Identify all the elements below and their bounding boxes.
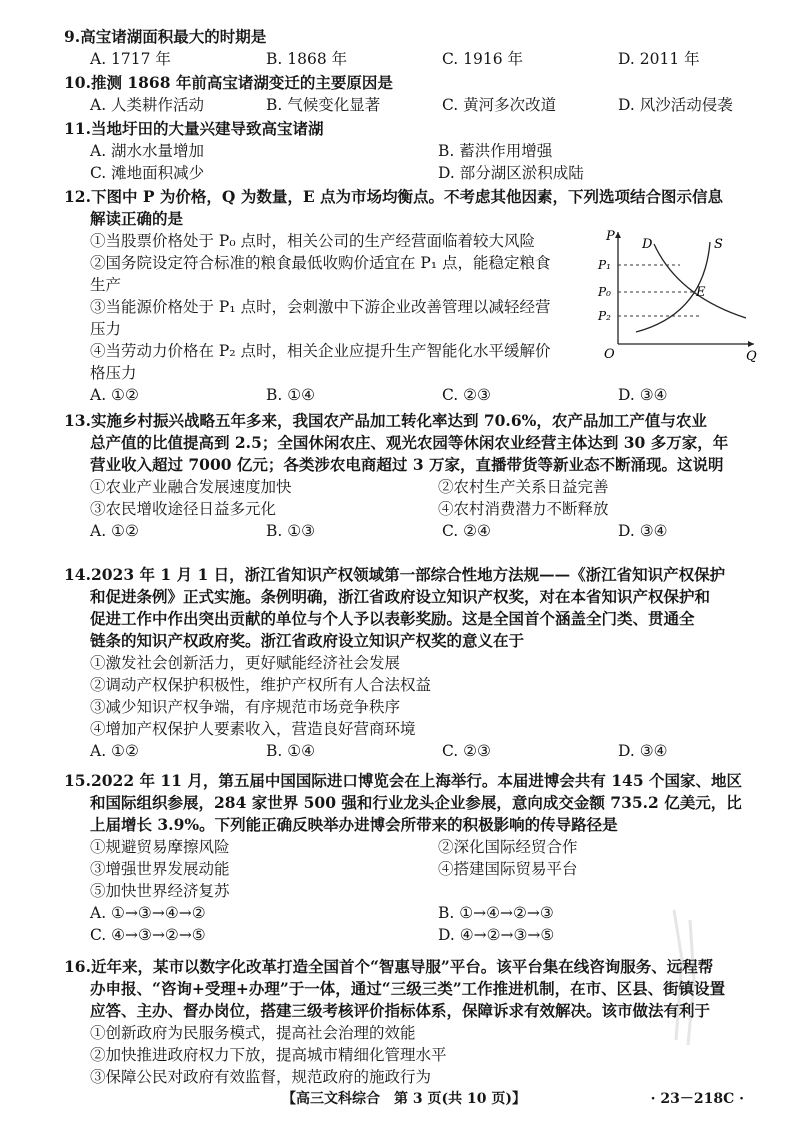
option-b: B. 气候变化显著: [266, 96, 381, 114]
bleed-through-mark: [664, 900, 704, 1050]
question-number: 9.: [64, 27, 81, 46]
question-stem: [64, 72, 760, 94]
stem-text-line2: 总产值的比值提高到 2.5；全国休闲农庄、观光农园等休闲农业经营主体达到 30 多万家，年: [90, 433, 729, 452]
stem-text-line3: 促进工作中作出突出贡献的单位与个人予以表彰奖励。这是全国首个涵盖全门类、贯通全: [90, 609, 695, 628]
statements: [90, 476, 760, 520]
q-axis-arrow: [748, 341, 754, 347]
statement-4-cont: 格压力: [90, 364, 137, 382]
option-d: D. 部分湖区淤积成陆: [438, 164, 584, 182]
options: [90, 520, 760, 542]
option-d: D. 2011 年: [618, 50, 700, 68]
question-stem: [64, 26, 760, 48]
option-c: C. 1916 年: [442, 50, 524, 68]
p-axis-label: P: [606, 229, 615, 244]
options: [90, 140, 760, 184]
stem-text-line3: 应答、主办、督办岗位，搭建三级考核评价指标体系，保障诉求有效解决。该市做法有利于: [90, 1001, 711, 1020]
question-13: [64, 410, 760, 542]
statement-4: ④搭建国际贸易平台: [438, 860, 578, 878]
statement-3: ③增强世界发展动能: [90, 860, 230, 878]
statement-3: ③当能源价格处于 P₁ 点时，会刺激中下游企业改善管理以减轻经营: [90, 298, 551, 316]
options: [90, 740, 760, 762]
statement-2: ②国务院设定符合标准的粮食最低收购价适宜在 P₁ 点，能稳定粮食: [90, 254, 551, 272]
option-c: C. ④→③→②→⑤: [90, 926, 206, 944]
option-a: A. 湖水水量增加: [90, 142, 205, 160]
stem-text: 近年来，某市以数字化改革打造全国首个“智惠导服”平台。该平台集在线咨询服务、远程帮: [90, 957, 714, 976]
option-a: A. ①②: [90, 742, 139, 760]
option-b: B. 蓄洪作用增强: [438, 142, 553, 160]
q-axis-label: Q: [746, 349, 757, 364]
option-d: D. 风沙活动侵袭: [618, 96, 733, 114]
statement-2: ②深化国际经贸合作: [438, 838, 578, 856]
question-15: [64, 770, 760, 946]
option-d: D. ④→②→③→⑤: [438, 926, 555, 944]
stem-text-line2: 和国际组织参展，284 家世界 500 强和行业龙头企业参展，意向成交金额 735.2 亿美元，比: [90, 793, 742, 812]
question-14: [64, 564, 760, 762]
statements: [90, 836, 760, 902]
question-stem: [64, 956, 760, 978]
options: [90, 902, 760, 946]
question-stem: [64, 564, 760, 586]
option-a: A. 1717 年: [90, 50, 171, 68]
question-number: 11.: [64, 119, 91, 138]
origin-label: O: [604, 347, 615, 362]
option-a: A. ①②: [90, 386, 139, 404]
page-footer: [0, 1088, 794, 1112]
statement-1: ①规避贸易摩擦风险: [90, 838, 230, 856]
question-number: 14.: [64, 565, 91, 584]
footer-page-info: 【高三文科综合 第 3 页(共 10 页)】: [282, 1091, 526, 1107]
p0-label: P₀: [598, 285, 611, 299]
statement-5: ⑤加快世界经济复苏: [90, 882, 230, 900]
statement-2: ②加快推进政府权力下放，提高城市精细化管理水平: [90, 1046, 447, 1064]
question-number: 12.: [64, 187, 91, 206]
statement-3-cont: 压力: [90, 320, 122, 338]
question-stem: [64, 186, 760, 208]
options: [90, 384, 760, 406]
option-c: C. 黄河多次改道: [442, 96, 557, 114]
stem-text: 当地圩田的大量兴建导致高宝诸湖: [90, 119, 324, 138]
option-a: A. ①②: [90, 522, 139, 540]
question-number: 16.: [64, 957, 91, 976]
option-b: B. ①③: [266, 522, 316, 540]
stem-text-line3: 营业收入超过 7000 亿元；各类涉农电商超过 3 万家，直播带货等新业态不断涌现。这说明: [90, 455, 724, 474]
statement-3: ③减少知识产权争端，有序规范市场竞争秩序: [90, 698, 401, 716]
stem-text: 2023 年 1 月 1 日，浙江省知识产权领域第一部综合性地方法规——《浙江省知识产权保护: [90, 565, 726, 584]
option-a: A. ①→③→④→②: [90, 904, 206, 922]
option-b: B. 1868 年: [266, 50, 348, 68]
question-stem: [64, 410, 760, 432]
stem-text-line2: 办申报、“咨询+受理+办理”于一体，通过“三级三类”工作推进机制，在市、区县、街镇设置: [90, 979, 726, 998]
question-11: [64, 118, 760, 184]
stem-text: 高宝诸湖面积最大的时期是: [80, 27, 267, 46]
stem-text-line2: 和促进条例》正式实施。条例明确，浙江省政府设立知识产权奖，对在本省知识产权保护和: [90, 587, 711, 606]
p2-label: P₂: [598, 309, 611, 323]
statement-1: ①创新政府为民服务模式，提高社会治理的效能: [90, 1024, 416, 1042]
footer-code: · 23－218C ·: [650, 1091, 744, 1107]
option-b: B. ①④: [266, 742, 316, 760]
options: [90, 94, 760, 116]
option-c: C. 滩地面积减少: [90, 164, 205, 182]
question-number: 10.: [64, 73, 91, 92]
question-number: 15.: [64, 771, 91, 790]
p-axis-arrow: [615, 232, 621, 238]
stem-text: 实施乡村振兴战略五年多来，我国农产品加工转化率达到 70.6%，农产品加工产值与农业: [90, 411, 707, 430]
supply-demand-graph: [596, 226, 766, 364]
stem-text-line2: 解读正确的是: [90, 209, 184, 228]
statement-2: ②调动产权保护积极性，维护产权所有人合法权益: [90, 676, 432, 694]
option-a: A. 人类耕作活动: [90, 96, 205, 114]
stem-text: 推测 1868 年前高宝诸湖变迁的主要原因是: [90, 73, 393, 92]
question-16: [64, 956, 760, 1088]
statement-1: ①农业产业融合发展速度加快: [90, 478, 292, 496]
option-c: C. ②③: [442, 386, 491, 404]
question-9: [64, 26, 760, 70]
stem-text: 2022 年 11 月，第五届中国国际进口博览会在上海举行。本届进博会共有 145 个国家、地区: [90, 771, 743, 790]
statement-3: ③农民增收途径日益多元化: [90, 500, 277, 518]
statement-3: ③保障公民对政府有效监督，规范政府的施政行为: [90, 1068, 432, 1086]
statement-4: ④当劳动力价格在 P₂ 点时，相关企业应提升生产智能化水平缓解价: [90, 342, 551, 360]
question-number: 13.: [64, 411, 91, 430]
statement-2-cont: 生产: [90, 276, 122, 294]
stem-text-line3: 上届增长 3.9%。下列能正确反映举办进博会所带来的积极影响的传导路径是: [90, 815, 618, 834]
question-10: [64, 72, 760, 116]
question-stem: [64, 118, 760, 140]
demand-label: D: [642, 237, 653, 252]
statement-4: ④增加产权保护人要素收入，营造良好营商环境: [90, 720, 416, 738]
option-b: B. ①→④→②→③: [438, 904, 554, 922]
statement-4: ④农村消费潜力不断释放: [438, 500, 609, 518]
question-stem: [64, 770, 760, 792]
equilibrium-label: E: [696, 285, 706, 300]
statement-2: ②农村生产关系日益完善: [438, 478, 609, 496]
option-d: D. ③④: [618, 386, 668, 404]
option-c: C. ②④: [442, 522, 491, 540]
option-b: B. ①④: [266, 386, 316, 404]
supply-label: S: [714, 237, 723, 252]
statement-1: ①当股票价格处于 P₀ 点时，相关公司的生产经营面临着较大风险: [90, 232, 535, 250]
option-d: D. ③④: [618, 742, 668, 760]
statement-1: ①激发社会创新活力，更好赋能经济社会发展: [90, 654, 401, 672]
option-c: C. ②③: [442, 742, 491, 760]
stem-text-line4: 链条的知识产权政府奖。浙江省政府设立知识产权奖的意义在于: [90, 631, 525, 650]
options: [90, 48, 760, 70]
stem-text: 下图中 P 为价格，Q 为数量，E 点为市场均衡点。不考虑其他因素，下列选项结合图示信息: [90, 187, 724, 206]
option-d: D. ③④: [618, 522, 668, 540]
p1-label: P₁: [598, 258, 611, 272]
